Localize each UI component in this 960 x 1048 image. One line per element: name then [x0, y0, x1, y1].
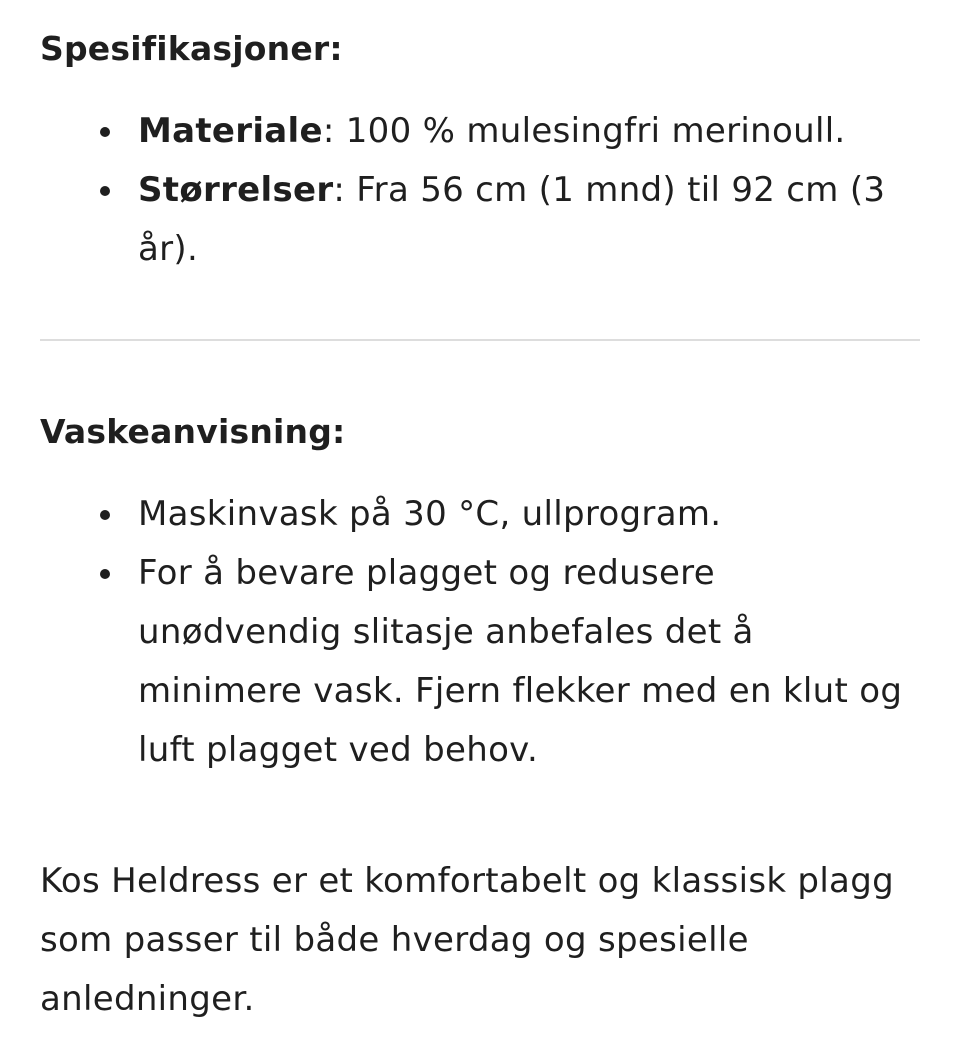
- spec-value-material: : 100 % mulesingfri merinoull.: [322, 111, 846, 151]
- spec-item-material: [138, 102, 920, 161]
- spec-term-material: Materiale: [138, 111, 323, 151]
- wash-item-machine: Maskinvask på 30 °C, ullprogram.: [138, 485, 920, 544]
- washing-heading: Vaskeanvisning:: [40, 412, 346, 451]
- spec-value-sizes: : Fra 56 cm (1 mnd) til 92 cm (3 år).: [138, 170, 886, 269]
- specifications-list: [40, 102, 920, 279]
- section-divider: [40, 339, 920, 341]
- specifications-section: [40, 22, 920, 279]
- product-description: Kos Heldress er et komfortabelt og klassisk plagg som passer til både hverdag og spesielle anledninger.: [40, 861, 894, 1019]
- specifications-heading: Spesifikasjoner:: [40, 29, 343, 68]
- spec-term-sizes: Størrelser: [138, 170, 334, 210]
- washing-instructions-section: [40, 405, 920, 780]
- spec-item-sizes: [138, 161, 920, 279]
- wash-item-care: For å bevare plagget og redusere unødvendig slitasje anbefales det å minimere vask. Fjern flekker med en klut og luft plagget ved behov.: [138, 544, 920, 780]
- washing-list: [40, 485, 920, 780]
